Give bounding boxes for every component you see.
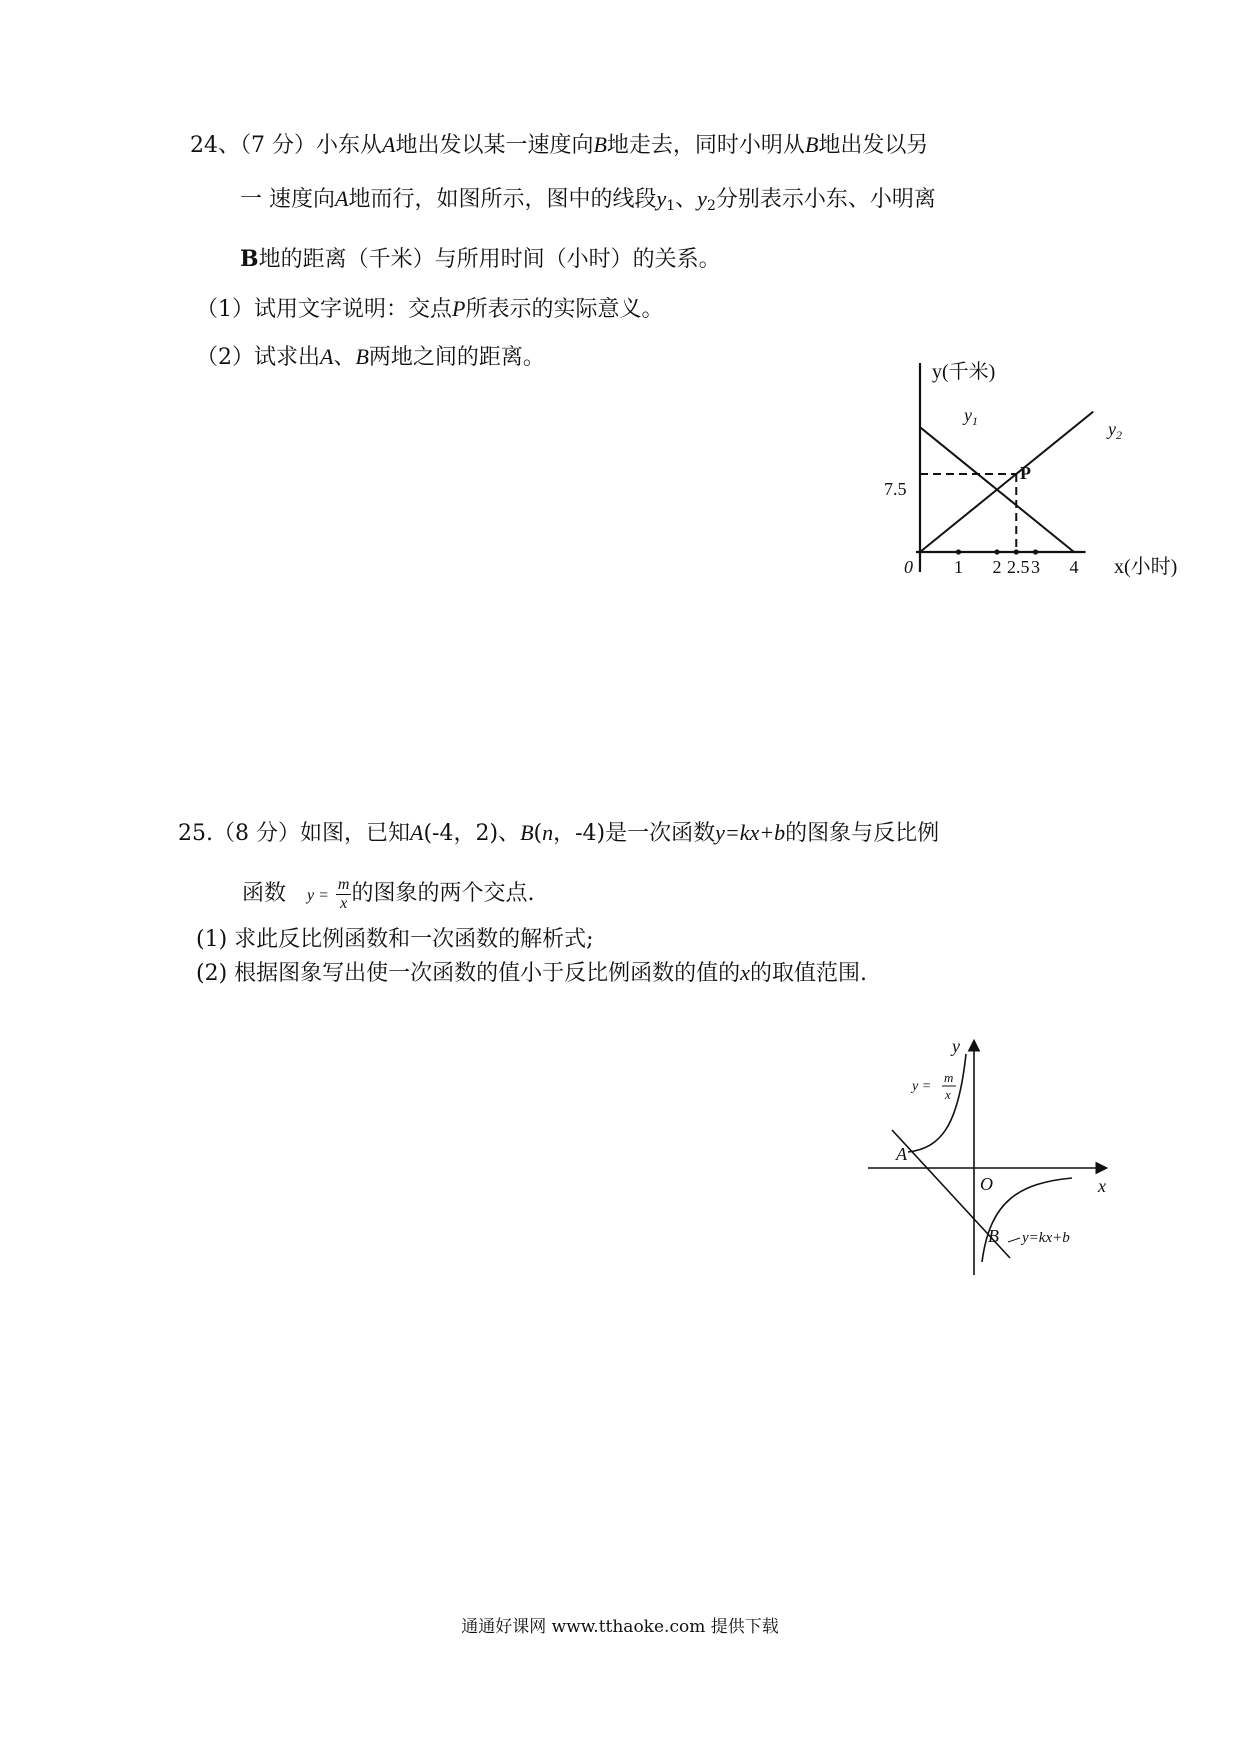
q25-sub2: (2) 根据图象写出使一次函数的值小于反比例函数的值的x的取值范围.	[196, 960, 867, 986]
q25-line1: 25.（8 分）如图，已知A(-4，2)、B(n，-4)是一次函数y=kx+b的图象与反比例	[178, 820, 940, 846]
point-b-label: B	[988, 1226, 999, 1246]
hyperbola-label-m: m	[944, 1070, 954, 1085]
series-label-y1: $y_1$	[964, 405, 978, 428]
series-label-y2: $y_2$	[1108, 419, 1122, 442]
q24-line3: B地的距离（千米）与所用时间（小时）的关系。	[240, 246, 721, 272]
y-axis-label: y(千米)	[932, 361, 996, 383]
x-axis-label: x	[1098, 1176, 1106, 1196]
point-p-label: P	[1020, 463, 1031, 483]
x-tick-label-3: 3	[1031, 557, 1040, 577]
x-tick-label-2.5: 2.5	[1007, 557, 1030, 577]
x-tick-dot-2.5	[1014, 549, 1019, 554]
q25-line2: 函数 y = $\frac{m}{x}$ 的图象的两个交点.	[242, 876, 535, 912]
origin-label: O	[980, 1174, 993, 1194]
q24-sub2: （2）试求出A、B两地之间的距离。	[196, 344, 545, 370]
line-label: y=kx+b	[1022, 1230, 1070, 1246]
q24-line1: 24、（7 分）小东从A地出发以某一速度向B地走去，同时小明从B地出发以另	[190, 132, 929, 158]
x-tick-dot-2	[994, 549, 999, 554]
y-tick-label-7-5: 7.5	[884, 479, 907, 499]
q24-sub1: （1）试用文字说明：交点P所表示的实际意义。	[196, 296, 664, 322]
x-axis-label: x(小时)	[1114, 556, 1178, 578]
series-lines	[920, 412, 1093, 552]
x-tick-label-1: 1	[954, 557, 963, 577]
hyperbola-branch-right	[982, 1178, 1072, 1262]
series-line-y2	[920, 412, 1093, 552]
y-axis-label: y	[952, 1036, 960, 1056]
x-tick-label-4: 4	[1069, 557, 1079, 577]
x-tick-label-2: 2	[992, 557, 1002, 577]
x-tick-labels	[954, 557, 1079, 577]
x-tick-dot-1	[956, 549, 961, 554]
x-tick-dot-3	[1033, 549, 1038, 554]
line-label-leader	[1008, 1238, 1020, 1242]
q24-line2: 一 速度向A地而行，如图所示，图中的线段$y_1$、$y_2$分别表示小东、小明离	[240, 186, 936, 214]
hyperbola-label-x: x	[945, 1087, 951, 1102]
footer: 通通好课网 www.tthaoke.com 提供下载	[461, 1617, 779, 1637]
point-a-label: A	[896, 1144, 907, 1164]
chart-24	[880, 355, 1200, 595]
q25-sub1: (1) 求此反比例函数和一次函数的解析式;	[196, 927, 594, 952]
hyperbola-label: y =	[912, 1079, 932, 1094]
fraction-m-over-x: $\frac{m}{x}$	[337, 876, 350, 912]
hyperbola-branch-left	[908, 1054, 966, 1152]
chart-25	[860, 1030, 1120, 1280]
origin-label: 0	[904, 557, 913, 577]
